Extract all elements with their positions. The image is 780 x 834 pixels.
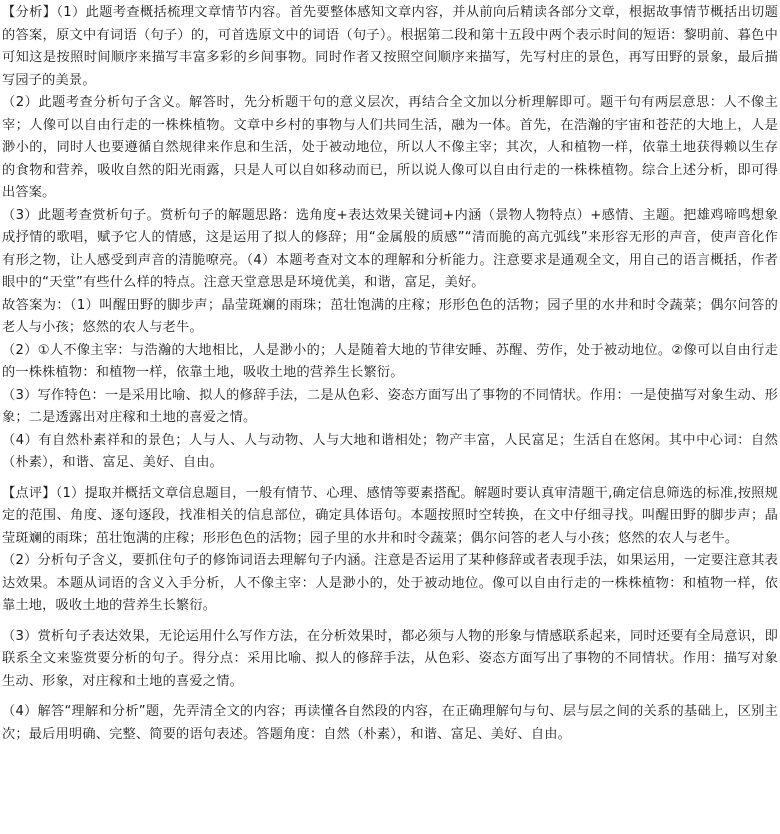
comment-paragraph-1: 【点评】（1）提取并概括文章信息题目，一般有情节、心理、感情等要素搭配。解题时要认真审清题干,确定信息筛选的标准,按照规定的范围、角度、逐句逐段，找准相关的信息部位，确定具体语句。本题按照时空转换，在文中仔细寻找。叫醒田野的脚步声；晶莹斑斓的雨珠；茁壮饱满的庄稼；形形色色的活物；园子里的水井和时令蔬菜；偶尔问答的老人与小孩；悠然的农人与老牛。 [2, 485, 778, 546]
paragraph-gap [2, 618, 778, 626]
answer-intro: 故答案为：（1）叫醒田野的脚步声；晶莹斑斓的雨珠；茁壮饱满的庄稼；形形色色的活物；园子里的水井和时令蔬菜；偶尔问答的老人与小孩；悠然的农人与老牛。 [2, 297, 778, 335]
comment-paragraph-2: （2）分析句子含义，要抓住句子的修饰词语去理解句子内涵。注意是否运用了某种修辞或者表现手法，如果运用，一定要注意其表达效果。本题从词语的含义入手分析，人不像主宰：人是渺小的，处于被动地位。像可以自由行走的一株株植物：和植物一样，依靠土地，吸收土地的营养生长繁衍。 [2, 553, 778, 613]
answer-item-2: （2）①人不像主宰：与浩瀚的大地相比，人是渺小的；人是随着大地的节律安睡、苏醒、劳作，处于被动地位。②像可以自由行走的一株株植物：和植物一样，依靠土地，吸收土地的营养生长繁衍。 [2, 342, 778, 380]
answer-item-4: （4）有自然朴素祥和的景色；人与人、人与动物、人与大地和谐相处；物产丰富，人民富足；生活自在悠闲。其中中心词：自然（朴素），和谐、富足、美好、自由。 [2, 432, 778, 470]
paragraph-gap [2, 693, 778, 701]
comment-paragraph-3: （3）赏析句子表达效果，无论运用什么写作方法，在分析效果时，都必须与人物的形象与情感联系起来，同时还要有全局意识，即联系全文来鉴赏要分析的句子。得分点：采用比喻、拟人的修辞手法，从色彩、姿态方面写出了事物的不同情状。作用：描写对象生动、形象，对庄稼和土地的喜爱之情。 [2, 628, 778, 689]
analysis-paragraph-3: （3）此题考查赏析句子。赏析句子的解题思路：选角度+表达效果关键词+内涵（景物人物特点）+感情、主题。把雄鸡啼鸣想象成抒情的歌唱，赋予它人的情感，这是运用了拟人的修辞；用“金属般的质感”“清而脆的高亢弧线”来形容无形的声音，使声音化作有形之物，让人感受到声音的清脆嘹亮。（4）本题考查对文本的理解和分析能力。注意要求是通观全文，用自己的语言概括，作者眼中的“天堂”有些什么样的特点。注意天堂意思是环境优美，和谐，富足，美好。 [2, 207, 778, 290]
comment-paragraph-4: （4）解答“理解和分析”题，先弄清全文的内容；再读懂各自然段的内容，在正确理解句与句、层与层之间的关系的基础上，区别主次；最后用明确、完整、简要的语句表述。答题角度：自然（朴素），和谐、富足、美好、自由。 [2, 704, 778, 742]
analysis-paragraph-1: 【分析】（1）此题考查概括梳理文章情节内容。首先要整体感知文章内容，并从前向后精读各部分文章，根据故事情节概括出切题的答案，原文中有词语（句子）的，可首选原文中的词语（句子）。根据第二段和第十五段中两个表示时间的短语：黎明前、暮色中可知这是按照时间顺序来描写丰富多彩的乡间事物。同时作者又按照空间顺序来描写，先写村庄的景色，再写田野的景象，最后描写园子的美景。 [2, 5, 778, 88]
analysis-paragraph-2: （2）此题考查分析句子含义。解答时，先分析题干句的意义层次，再结合全文加以分析理解即可。题干句有两层意思：人不像主宰；人像可以自由行走的一株株植物。文章中乡村的事物与人们共同生活，融为一体。首先，在浩瀚的宇宙和苍茫的大地上，人是渺小的，同时人也要遵循自然规律来作息和生活，处于被动地位，所以人不像主宰；其次，人和植物一样，依靠土地获得赖以生存的食物和营养，吸收自然的阳光雨露，只是人可以自如移动而已，所以说人像可以自由行走的一株株植物。综合上述分析，即可得出答案。 [2, 95, 778, 200]
answer-item-3: （3）写作特色：一是采用比喻、拟人的修辞手法，二是从色彩、姿态方面写出了事物的不同情状。作用：一是使描写对象生动、形象；二是透露出对庄稼和土地的喜爱之情。 [2, 387, 778, 425]
section-divider-space [2, 475, 778, 483]
